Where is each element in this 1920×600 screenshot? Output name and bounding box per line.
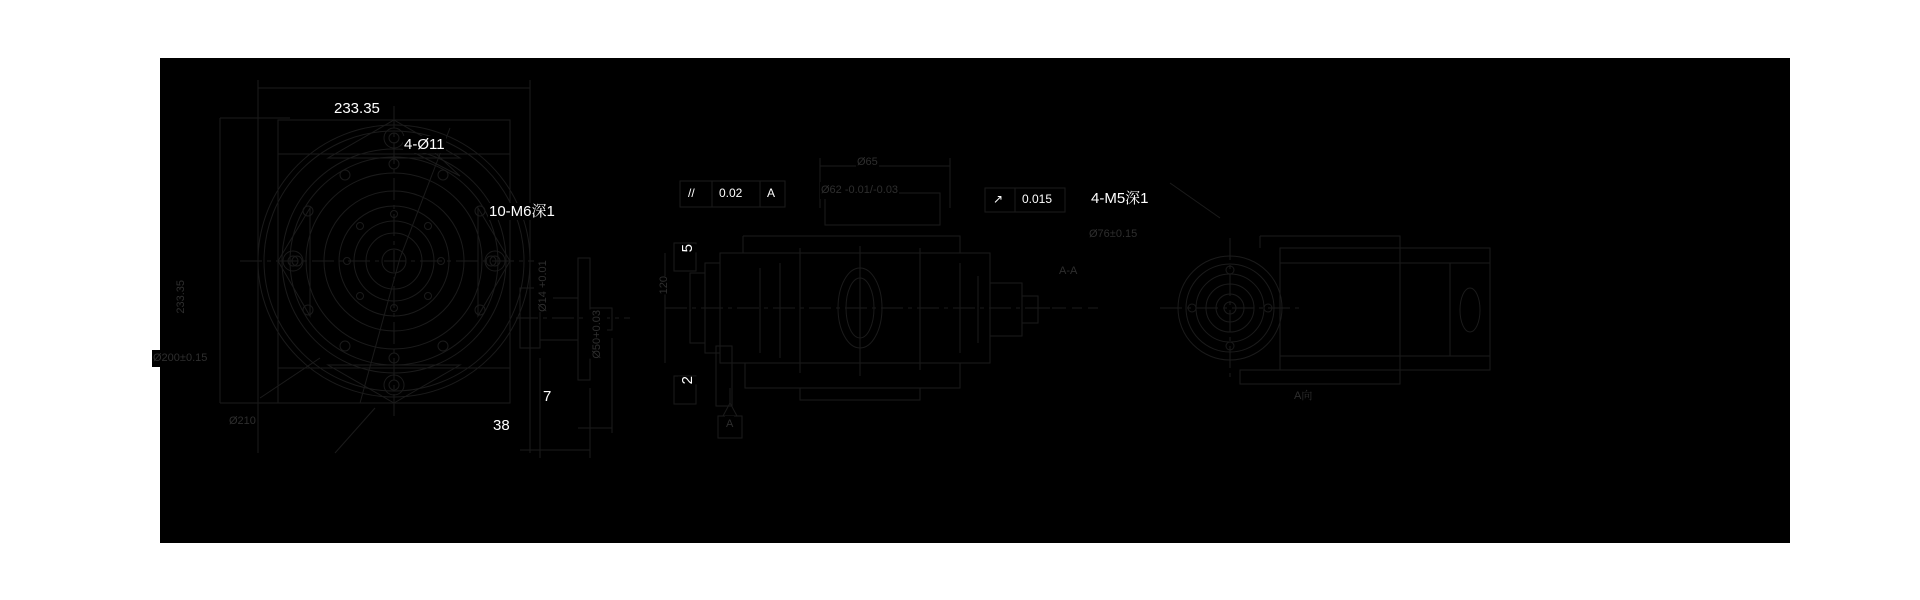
dim-overall-width: 233.35 bbox=[334, 100, 380, 117]
technical-linework bbox=[160, 58, 1790, 543]
dim-height-left: 233.35 bbox=[172, 280, 191, 314]
callout-four-m5-depth: 4-M5深1 bbox=[1091, 190, 1149, 207]
dim-left-2: 2 bbox=[679, 376, 696, 385]
view-label-a: A向 bbox=[1293, 388, 1313, 405]
drawing-canvas bbox=[153, 58, 1790, 543]
dim-left-5: 5 bbox=[679, 244, 696, 253]
dim-depth-38: 38 bbox=[493, 417, 510, 434]
gdt-symbol-parallel-icon: // bbox=[688, 186, 695, 200]
dim-shaft-diameter: Ø14 +0.01 bbox=[534, 258, 553, 312]
datum-a-box: A bbox=[725, 416, 734, 433]
dim-top-diameter: Ø62 -0.01/-0.03 bbox=[820, 182, 899, 199]
dim-bolt-circle: Ø200±0.15 bbox=[152, 350, 208, 367]
gdt-parallel-value: 0.02 bbox=[719, 186, 743, 200]
dim-bore-diameter: Ø50+0.03 bbox=[588, 310, 607, 359]
dim-outer-diameter: Ø210 bbox=[228, 413, 257, 430]
gdt-runout-value: 0.015 bbox=[1022, 192, 1053, 206]
gdt-datum-a-label: A bbox=[767, 186, 776, 200]
callout-ten-m6-depth: 10-M6深1 bbox=[489, 203, 555, 220]
callout-four-holes: 4-Ø11 bbox=[404, 136, 445, 153]
section-label-a-a: A-A bbox=[1058, 263, 1078, 280]
gdt-symbol-runout-icon: ↗ bbox=[993, 192, 1004, 206]
dim-depth-7: 7 bbox=[543, 388, 552, 405]
dim-pitch-circle: Ø76±0.15 bbox=[1088, 226, 1138, 243]
dim-left-120: 120 bbox=[655, 276, 674, 294]
dim-top-width: Ø65 bbox=[856, 154, 879, 171]
